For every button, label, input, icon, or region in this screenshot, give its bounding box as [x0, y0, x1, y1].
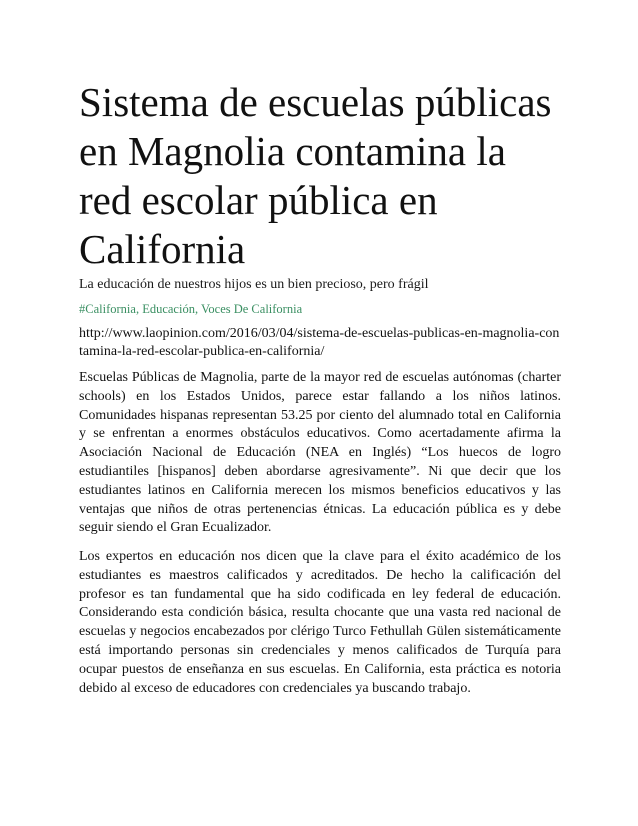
article-subtitle: La educación de nuestros hijos es un bien precioso, pero frágil [79, 277, 429, 292]
tag-separator: , [194, 302, 201, 316]
article-title: Sistema de escuelas públicas en Magnolia contamina la red escolar pública en California [79, 79, 552, 272]
article-tags [79, 301, 561, 317]
article-paragraph-2: Los expertos en educación nos dicen que la clave para el éxito académico de los estudiantes es maestros calificados y acreditados. De hecho la calificación del profesor es tan fundamental que ha sido codificada en ley federal de educación. Considerando esta condición básica, resulta chocante que una vasta red nacional de escuelas y negocios encabezados por clérigo Turco Fethullah Gülen sistemáticamente está importando personas sin credenciales y menos calificados de Turquía para ocupar puestos de enseñanza en sus escuelas. En California, esta práctica es notoria debido al exceso de educadores con credenciales ya buscando trabajo. [79, 549, 561, 696]
tag-voces-de-california[interactable]: Voces De California [200, 302, 303, 316]
tag-educacion[interactable]: Educación [142, 302, 195, 316]
article-url[interactable]: http://www.laopinion.com/2016/03/04/sistema-de-escuelas-publicas-en-magnolia-contamina-la-red-escolar-publica-en-california/ [79, 326, 560, 359]
tag-separator: , [135, 302, 143, 316]
tag-california[interactable]: #California [79, 302, 136, 316]
article-paragraph-1: Escuelas Públicas de Magnolia, parte de la mayor red de escuelas autónomas (charter schools) en los Estados Unidos, parece estar fallando a los niños latinos. Comunidades hispanas representan 53.25 por ciento del alumnado total en California y se enfrentan a enormes obstáculos educativos. Como acertadamente afirma la Asociación Nacional de Educación (NEA en Inglés) “Los huecos de logro estudiantiles [hispanos] deben abordarse agresivamente”. Ni que decir que los estudiantes latinos en California merecen los mismos beneficios educativos y las ventajas que niños de otras pertenencias étnicas. La educación pública es y debe seguir siendo el Gran Ecualizador. [79, 370, 561, 536]
